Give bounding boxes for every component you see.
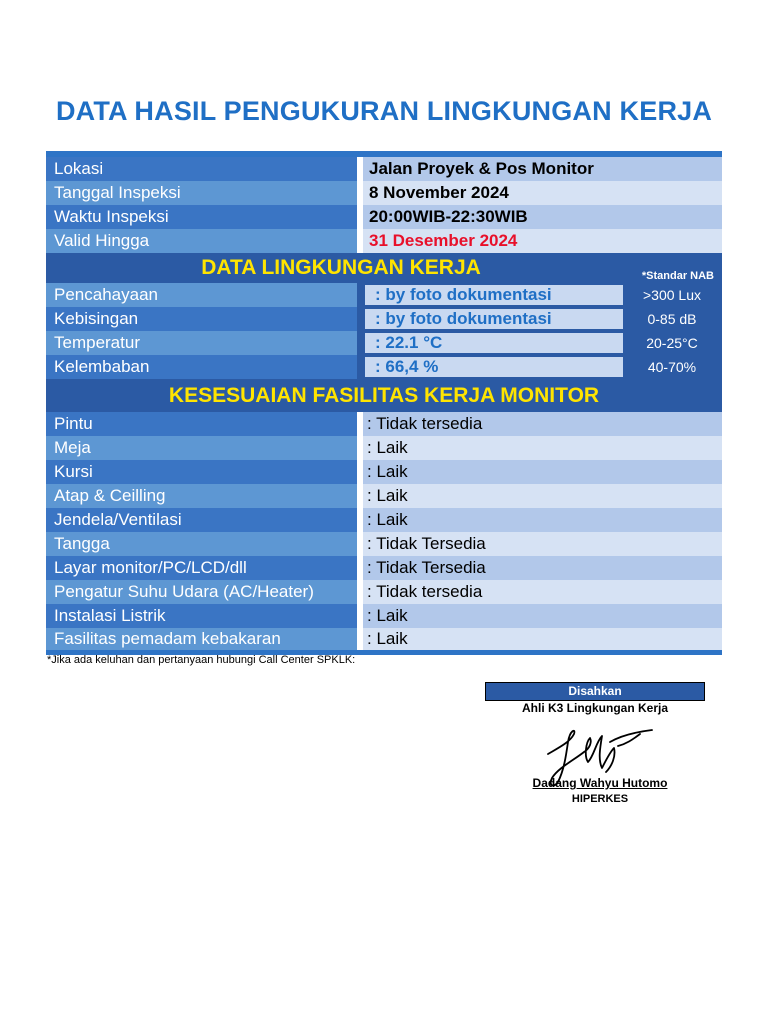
footnote: *Jika ada keluhan dan pertanyaan hubungi Call Center SPKLK: <box>47 654 356 666</box>
info-value: 8 November 2024 <box>357 181 722 205</box>
facility-label: Layar monitor/PC/LCD/dll <box>46 556 357 580</box>
facility-label: Instalasi Listrik <box>46 604 357 628</box>
env-label: Temperatur <box>46 331 357 355</box>
facility-row <box>46 436 722 460</box>
env-standard: 40-70% <box>647 359 697 375</box>
approver-role: Ahli K3 Lingkungan Kerja <box>521 701 668 715</box>
env-value: : 22.1 °C <box>365 333 623 353</box>
env-row-lighting <box>46 283 722 307</box>
measurement-table <box>46 151 722 655</box>
facility-label: Kursi <box>46 460 357 484</box>
env-label: Kebisingan <box>46 307 357 331</box>
valid-until-value: 31 Desember 2024 <box>357 229 722 253</box>
env-standard: >300 Lux <box>643 287 701 303</box>
facility-label: Meja <box>46 436 357 460</box>
approval-badge: Disahkan <box>485 682 705 701</box>
facility-label: Pintu <box>46 412 357 436</box>
facility-value: : Laik <box>357 484 722 508</box>
facility-value: : Laik <box>357 604 722 628</box>
env-standard: 20-25°C <box>646 335 698 351</box>
info-value: Jalan Proyek & Pos Monitor <box>357 157 722 181</box>
facility-value: : Tidak Tersedia <box>357 532 722 556</box>
facility-value: : Tidak tersedia <box>357 412 722 436</box>
document-title: DATA HASIL PENGUKURAN LINGKUNGAN KERJA <box>55 96 713 126</box>
info-row-time <box>46 205 722 229</box>
facility-label: Jendela/Ventilasi <box>46 508 357 532</box>
env-row-humidity <box>46 355 722 379</box>
facility-row <box>46 604 722 628</box>
env-standard: 0-85 dB <box>647 311 697 327</box>
env-row-temperature <box>46 331 722 355</box>
env-label: Kelembaban <box>46 355 357 379</box>
facility-value: : Laik <box>357 628 722 650</box>
env-value: : 66,4 % <box>365 357 623 377</box>
facility-row <box>46 580 722 604</box>
standard-nab-header: *Standar NAB <box>641 270 714 282</box>
env-row-noise <box>46 307 722 331</box>
facility-row <box>46 556 722 580</box>
facility-value: : Tidak Tersedia <box>357 556 722 580</box>
info-label: Waktu Inspeksi <box>46 205 357 229</box>
info-value: 20:00WIB-22:30WIB <box>357 205 722 229</box>
facility-label: Pengatur Suhu Udara (AC/Heater) <box>46 580 357 604</box>
env-section-header <box>46 253 722 283</box>
approver-name: Dadang Wahyu Hutomo <box>532 776 668 790</box>
info-row-date <box>46 181 722 205</box>
info-label: Tanggal Inspeksi <box>46 181 357 205</box>
env-value: : by foto dokumentasi <box>365 309 623 329</box>
facility-label: Atap & Ceilling <box>46 484 357 508</box>
info-label: Valid Hingga <box>46 229 357 253</box>
info-row-valid-until <box>46 229 722 253</box>
facility-value: : Laik <box>357 508 722 532</box>
facility-label: Tangga <box>46 532 357 556</box>
info-label: Lokasi <box>46 157 357 181</box>
env-section-title: DATA LINGKUNGAN KERJA <box>201 256 481 279</box>
facility-row <box>46 412 722 436</box>
env-value: : by foto dokumentasi <box>365 285 623 305</box>
facility-label: Fasilitas pemadam kebakaran <box>46 628 357 650</box>
facility-value: : Tidak tersedia <box>357 580 722 604</box>
facility-row <box>46 508 722 532</box>
facility-value: : Laik <box>357 460 722 484</box>
facility-row <box>46 484 722 508</box>
facility-value: : Laik <box>357 436 722 460</box>
approver-certification: HIPERKES <box>571 793 629 805</box>
facility-row <box>46 460 722 484</box>
facility-section-title: KESESUAIAN FASILITAS KERJA MONITOR <box>168 384 600 407</box>
facility-section-header <box>46 379 722 412</box>
facility-row <box>46 628 722 650</box>
facility-row <box>46 532 722 556</box>
info-row-location <box>46 157 722 181</box>
env-label: Pencahayaan <box>46 283 357 307</box>
